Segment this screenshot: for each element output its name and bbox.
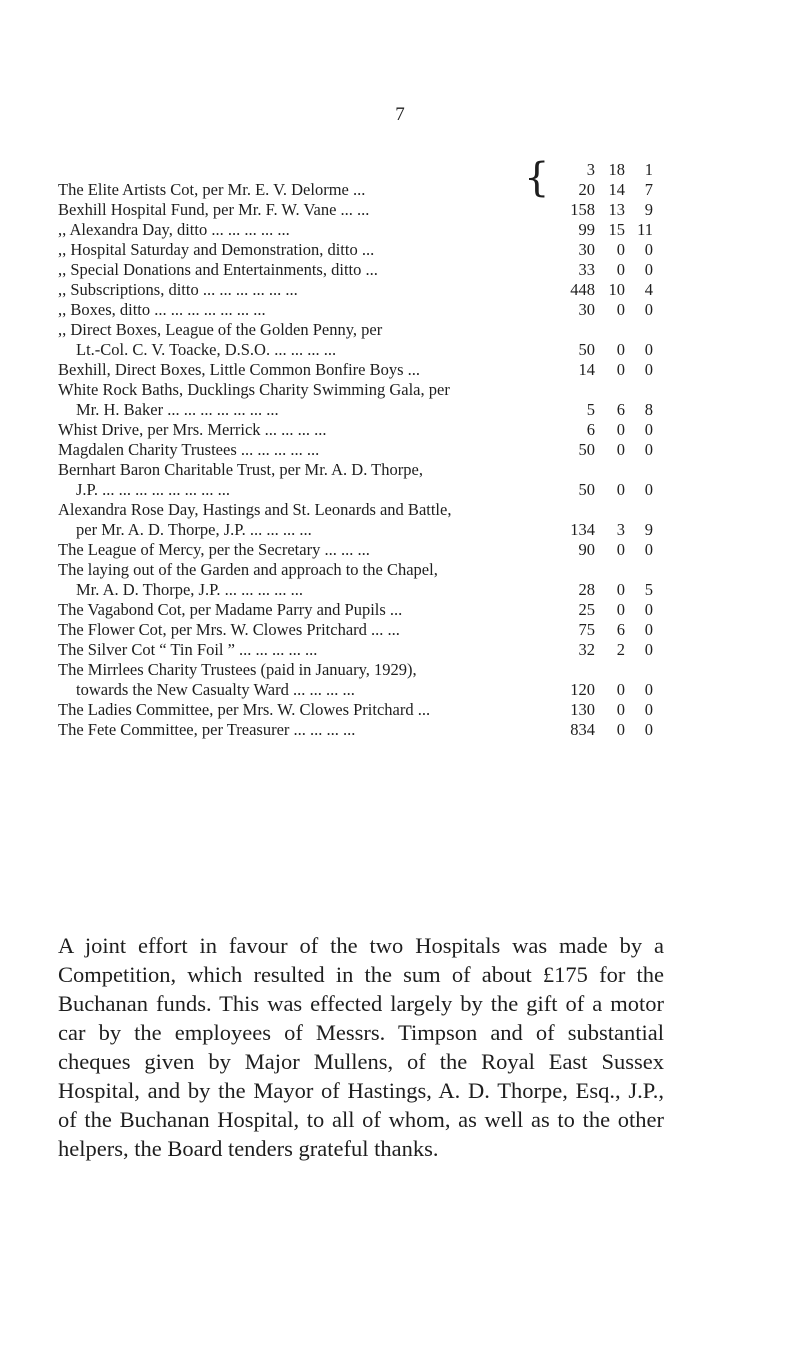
ledger-entry: [58, 540, 658, 560]
entry-description-line: ,, Hospital Saturday and Demonstration, ditto ...: [58, 240, 375, 259]
entry-description-line: The Silver Cot “ Tin Foil ” ... ... ... ... ...: [58, 640, 318, 659]
amount-pence: 0: [644, 640, 653, 659]
entry-amount: [553, 620, 653, 640]
amount-shillings: 0: [616, 720, 625, 739]
amount-pence: 7: [644, 180, 653, 199]
amount-pence: 4: [644, 280, 653, 299]
entry-amount: [553, 300, 653, 320]
amount-pence: 0: [644, 340, 653, 359]
entry-description-line: The Elite Artists Cot, per Mr. E. V. Delorme ...: [58, 180, 366, 199]
amount-shillings: 0: [616, 300, 625, 319]
entry-description-line: Bexhill, Direct Boxes, Little Common Bonfire Boys ...: [58, 360, 421, 379]
ledger-entry: [58, 300, 658, 320]
entry-description-line: ,, Special Donations and Entertainments, ditto ...: [58, 260, 378, 279]
amount-pounds: 20: [578, 180, 595, 199]
amount-pence: 0: [644, 600, 653, 619]
amount-shillings: 14: [608, 180, 625, 199]
entry-description-line: The Vagabond Cot, per Madame Parry and Pupils ...: [58, 600, 403, 619]
amount-pence: 8: [644, 400, 653, 419]
entry-description-line: Alexandra Rose Day, Hastings and St. Leonards and Battle,: [58, 500, 452, 519]
amount-shillings: 0: [616, 480, 625, 499]
amount-pounds: 75: [578, 620, 595, 639]
amount-shillings: 0: [616, 700, 625, 719]
entry-description-line: ,, Subscriptions, ditto ... ... ... ... ... ...: [58, 280, 298, 299]
entry-description-line: The Fete Committee, per Treasurer ... ... ... ...: [58, 720, 356, 739]
amount-pence: 0: [644, 240, 653, 259]
ledger-entry: [58, 460, 658, 500]
amount-shillings: 0: [616, 240, 625, 259]
amount-pounds: 6: [586, 420, 595, 439]
amount-pounds: 130: [570, 700, 595, 719]
amount-pence: 5: [644, 580, 653, 599]
amount-pounds: 134: [570, 520, 595, 539]
amount-shillings: 3: [616, 520, 625, 539]
entry-amount: [553, 200, 653, 220]
entry-description-line: Mr. H. Baker ... ... ... ... ... ... ...: [76, 400, 279, 419]
amount-pence: 0: [644, 360, 653, 379]
amount-shillings: 0: [616, 580, 625, 599]
ledger-entry: [58, 700, 658, 720]
amount-pence: 9: [644, 520, 653, 539]
amount-shillings: 2: [616, 640, 625, 659]
amount-pounds: 14: [578, 360, 595, 379]
entry-amount: [553, 400, 653, 420]
ledger-entry: [58, 240, 658, 260]
amount-pounds: 28: [578, 580, 595, 599]
amount-shillings: 0: [616, 340, 625, 359]
ledger-entry: [58, 420, 658, 440]
ledger-entry: [58, 200, 658, 220]
amount-pence: 0: [644, 700, 653, 719]
entry-description-line: The League of Mercy, per the Secretary ... ... ...: [58, 540, 370, 559]
amount-pence: 0: [644, 720, 653, 739]
ledger-entry: [58, 380, 658, 420]
ledger-entry: [58, 720, 658, 740]
entry-description-line: J.P. ... ... ... ... ... ... ... ...: [76, 480, 231, 499]
amount-pounds: 50: [578, 480, 595, 499]
ledger-entry: [58, 660, 658, 700]
entry-description-line: Lt.-Col. C. V. Toacke, D.S.O. ... ... ... ...: [76, 340, 337, 359]
amount-pounds: 50: [578, 440, 595, 459]
amount-pounds: 158: [570, 200, 595, 219]
amount-shillings: 10: [608, 280, 625, 299]
ledger-entry: [58, 280, 658, 300]
amount-shillings: 18: [608, 160, 625, 179]
amount-shillings: 0: [616, 420, 625, 439]
ledger-entry: [58, 560, 658, 600]
amount-pounds: 90: [578, 540, 595, 559]
entry-description-line: Bexhill Hospital Fund, per Mr. F. W. Vane ... ...: [58, 200, 370, 219]
amount-pence: 11: [637, 220, 653, 239]
amount-pence: 0: [644, 300, 653, 319]
ledger-entry: [58, 600, 658, 620]
amount-pence: 9: [644, 200, 653, 219]
entry-amount: [553, 680, 653, 700]
ledger-entry: [58, 220, 658, 240]
amount-pence: 0: [644, 620, 653, 639]
entry-description-line: ,, Alexandra Day, ditto ... ... ... ... ...: [58, 220, 290, 239]
entry-amount: [553, 420, 653, 440]
amount-pence: 0: [644, 480, 653, 499]
amount-pence: 0: [644, 440, 653, 459]
amount-shillings: 6: [616, 620, 625, 639]
amount-shillings: 0: [616, 360, 625, 379]
entry-description-line: The Ladies Committee, per Mrs. W. Clowes Pritchard ...: [58, 700, 431, 719]
amount-shillings: 0: [616, 600, 625, 619]
ledger-entry: [58, 260, 658, 280]
entry-amount: [553, 360, 653, 380]
amount-pounds: 448: [570, 280, 595, 299]
entry-description-line: Bernhart Baron Charitable Trust, per Mr. A. D. Thorpe,: [58, 460, 423, 479]
entry-amount: [553, 720, 653, 740]
ledger-entry: [58, 620, 658, 640]
entry-amount: [553, 600, 653, 620]
entry-description-line: towards the New Casualty Ward ... ... ... ...: [76, 680, 355, 699]
amount-shillings: 13: [608, 200, 625, 219]
entry-description-line: The laying out of the Garden and approach to the Chapel,: [58, 560, 438, 579]
amount-shillings: 0: [616, 260, 625, 279]
amount-shillings: 0: [616, 440, 625, 459]
entry-amount: [553, 440, 653, 460]
amount-pounds: 30: [578, 300, 595, 319]
amount-pounds: 30: [578, 240, 595, 259]
amount-shillings: 6: [616, 400, 625, 419]
entry-description-line: White Rock Baths, Ducklings Charity Swimming Gala, per: [58, 380, 450, 399]
amount-pounds: 3: [586, 160, 595, 179]
curly-brace-icon: {: [524, 155, 550, 201]
amount-pence: 0: [644, 420, 653, 439]
amount-pounds: 5: [586, 400, 595, 419]
entry-amount: [553, 640, 653, 660]
entry-description-line: ,, Direct Boxes, League of the Golden Penny, per: [58, 320, 383, 339]
entry-description-line: per Mr. A. D. Thorpe, J.P. ... ... ... ...: [76, 520, 312, 539]
ledger-entry: [58, 500, 658, 540]
entry-description-line: The Mirrlees Charity Trustees (paid in January, 1929),: [58, 660, 417, 679]
amount-pence: 1: [644, 160, 653, 179]
entry-amount: [553, 180, 653, 200]
amount-pounds: 50: [578, 340, 595, 359]
closing-paragraph: A joint effort in favour of the two Hospitals was made by a Competition, which resulted in the sum of about £175 for the Buchanan funds. This was effected largely by the gift of a motor car by the employees of Messrs. Timpson and of substantial cheques given by Major Mullens, of the Royal East Sussex Hospital, and by the Mayor of Hastings, A. D. Thorpe, Esq., J.P., of the Buchanan Hospital, to all of whom, as well as to the other helpers, the Board tenders grateful thanks.: [58, 932, 664, 1161]
amount-pounds: 834: [570, 720, 595, 739]
entry-amount: [553, 700, 653, 720]
entry-description-line: Mr. A. D. Thorpe, J.P. ... ... ... ... ...: [76, 580, 304, 599]
amount-pence: 0: [644, 680, 653, 699]
amount-pounds: 33: [578, 260, 595, 279]
amount-pence: 0: [644, 260, 653, 279]
page-number: 7: [395, 104, 405, 125]
donations-ledger: [58, 155, 658, 740]
entry-amount: [553, 340, 653, 360]
ledger-entry: [58, 360, 658, 380]
entry-amount: [553, 260, 653, 280]
amount-shillings: 0: [616, 540, 625, 559]
amount-pounds: 25: [578, 600, 595, 619]
ledger-entry: [58, 320, 658, 360]
entry-description-line: Magdalen Charity Trustees ... ... ... ... ...: [58, 440, 320, 459]
entry-description-line: The Flower Cot, per Mrs. W. Clowes Pritchard ... ...: [58, 620, 400, 639]
entry-description-line: Whist Drive, per Mrs. Merrick ... ... ... ...: [58, 420, 327, 439]
amount-pounds: 32: [578, 640, 595, 659]
amount-shillings: 15: [608, 220, 625, 239]
entry-amount: [553, 160, 653, 180]
amount-pounds: 99: [578, 220, 595, 239]
amount-pounds: 120: [570, 680, 595, 699]
entry-description-line: ,, Boxes, ditto ... ... ... ... ... ... ...: [58, 300, 266, 319]
entry-amount: [553, 220, 653, 240]
ledger-entry: [58, 640, 658, 660]
amount-shillings: 0: [616, 680, 625, 699]
entry-amount: [553, 480, 653, 500]
entry-amount: [553, 540, 653, 560]
ledger-entry: [58, 440, 658, 460]
entry-amount: [553, 580, 653, 600]
entry-amount: [553, 240, 653, 260]
ledger-entry: [58, 155, 658, 201]
entry-amount: [553, 520, 653, 540]
entry-amount: [553, 280, 653, 300]
amount-pence: 0: [644, 540, 653, 559]
